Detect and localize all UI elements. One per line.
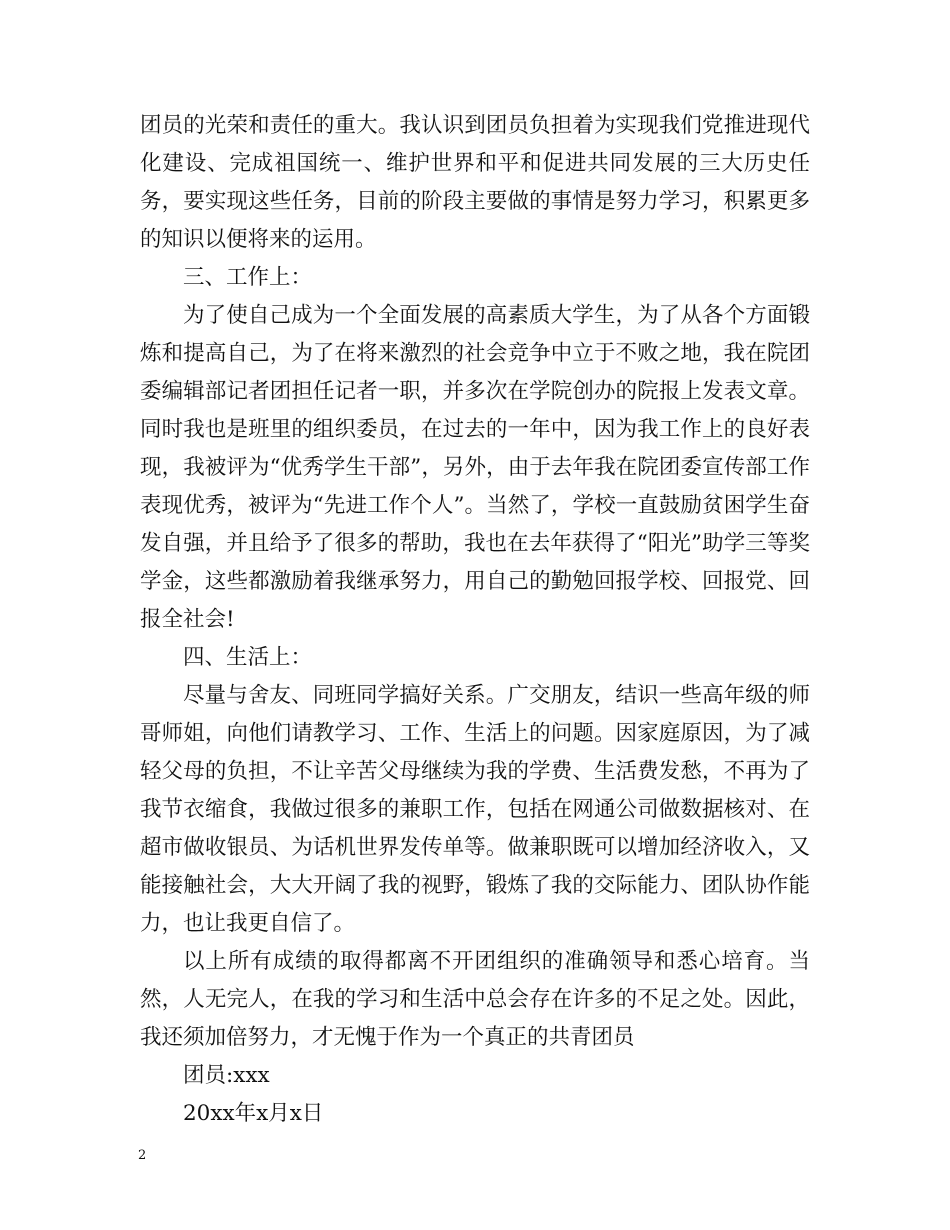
heading-life: 四、生活上： — [183, 645, 313, 670]
signature-member: 团员:xxx — [183, 1063, 270, 1088]
signature-date: 20xx年x月x日 — [183, 1101, 324, 1126]
heading-work: 三、工作上： — [183, 265, 313, 290]
page-number: 2 — [138, 1148, 147, 1163]
paragraph-life: 尽量与舍友、同班同学搞好关系。广交朋友，结识一些高年级的师哥师姐，向他们请教学习、工作、生活上的问题。因家庭原因，为了减轻父母的负担，不让辛苦父母继续为我的学费、生活费发愁，不再为了我节衣缩食，我做过很多的兼职工作，包括在网通公司做数据核对、在超市做收银员、为话机世界发传单等。做兼职既可以增加经济收入，又能接触社会，大大开阔了我的视野，锻炼了我的交际能力、团队协作能力，也让我更自信了。 — [140, 683, 810, 936]
paragraph-conclusion: 以上所有成绩的取得都离不开团组织的准确领导和悉心培育。当然，人无完人，在我的学习和生活中总会存在许多的不足之处。因此，我还须加倍努力，才无愧于作为一个真正的共青团员 — [140, 949, 810, 1050]
paragraph-work: 为了使自己成为一个全面发展的高素质大学生，为了从各个方面锻炼和提高自己，为了在将来激烈的社会竞争中立于不败之地，我在院团委编辑部记者团担任记者一职，并多次在学院创办的院报上发表文章。同时我也是班里的组织委员，在过去的一年中，因为我工作上的良好表现，我被评为“优秀学生干部”，另外，由于去年我在院团委宣传部工作表现优秀，被评为“先进工作个人”。当然了，学校一直鼓励贫困学生奋发自强，并且给予了很多的帮助，我也在去年获得了“阳光”助学三等奖学金，这些都激励着我继承努力，用自己的勤勉回报学校、回报党、回报全社会! — [140, 303, 810, 632]
document-body — [140, 107, 810, 1133]
paragraph-intro-continuation: 团员的光荣和责任的重大。我认识到团员负担着为实现我们党推进现代化建设、完成祖国统一、维护世界和平和促进共同发展的三大历史任务，要实现这些任务，目前的阶段主要做的事情是努力学习，积累更多的知识以便将来的运用。 — [140, 113, 810, 252]
